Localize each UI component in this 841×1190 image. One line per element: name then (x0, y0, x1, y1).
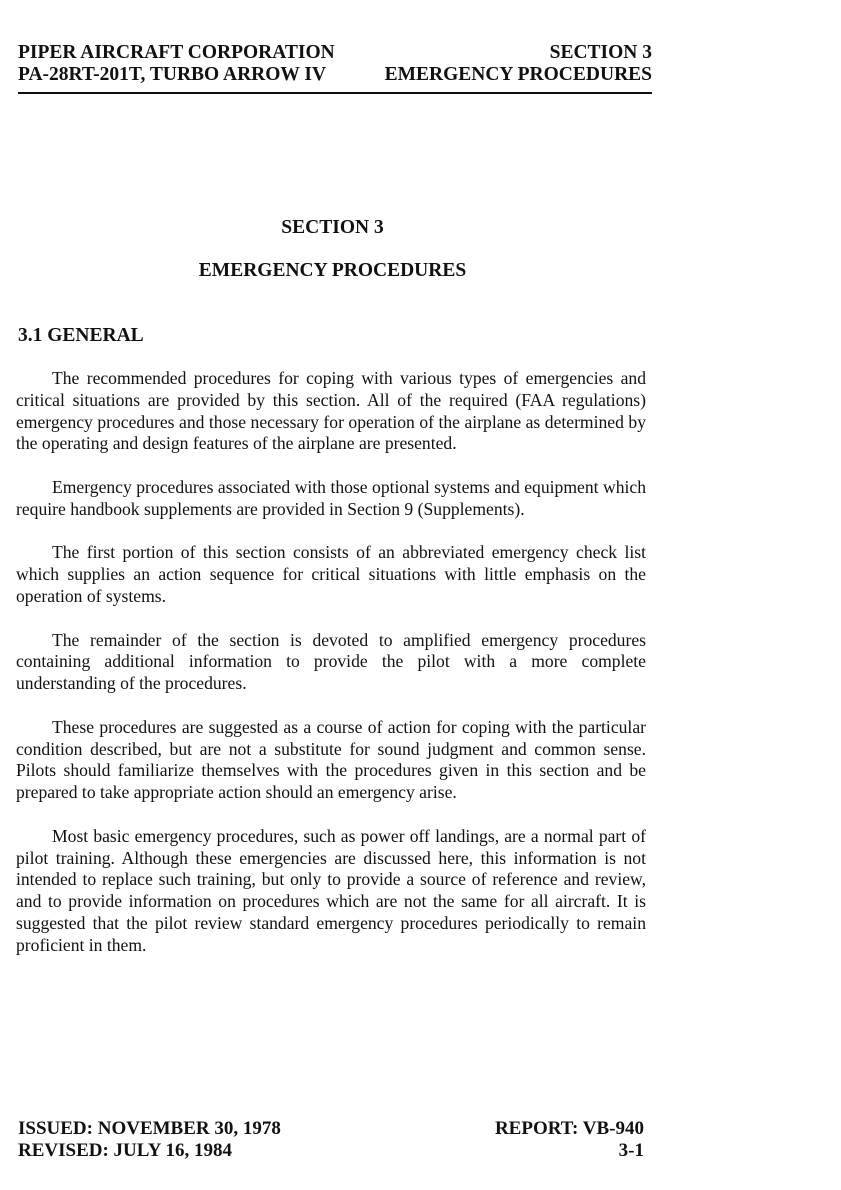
paragraph: These procedures are suggested as a course of action for coping with the particular condition described, but are not a substitute for sound judgment and common sense. Pilots should familiarize themselves with the procedures given in this section and be prepared to take appropriate action should an emergency arise. (16, 716, 646, 803)
footer-row-1 (18, 1118, 644, 1140)
page-footer (18, 1118, 644, 1162)
body-text (16, 368, 646, 978)
header-row-2 (18, 64, 652, 86)
report-number: REPORT: VB-940 (494, 1118, 644, 1139)
aircraft-model: PA-28RT-201T, TURBO ARROW IV (18, 64, 327, 85)
company-name: PIPER AIRCRAFT CORPORATION (18, 42, 335, 63)
revised-date: REVISED: JULY 16, 1984 (18, 1140, 232, 1161)
header-section-number: SECTION 3 (549, 42, 652, 63)
section-name-title: EMERGENCY PROCEDURES (198, 260, 467, 281)
header-divider (18, 92, 652, 94)
issued-date: ISSUED: NOVEMBER 30, 1978 (18, 1118, 281, 1139)
header-row-1 (18, 42, 652, 64)
paragraph: The recommended procedures for coping with various types of emergencies and critical situations are provided by this section. All of the required (FAA regulations) emergency procedures and those necessary for operation of the airplane as determined by the operating and design features of the airplane are presented. (16, 368, 646, 454)
paragraph: The first portion of this section consists of an abbreviated emergency check list which supplies an action sequence for critical situations with little emphasis on the operation of systems. (16, 542, 646, 606)
paragraph: The remainder of the section is devoted to amplified emergency procedures containing additional information to provide the pilot with a more complete understanding of the procedures. (16, 629, 646, 694)
page-number: 3-1 (618, 1140, 644, 1161)
paragraph: Most basic emergency procedures, such as power off landings, are a normal part of pilot training. Although these emergencies are discussed here, this information is not intended to replace such training, but only to provide a source of reference and review, and to provide information on procedures which are not the same for all aircraft. It is suggested that the pilot review standard emergency procedures periodically to remain proficient in them. (16, 825, 646, 955)
section-number-title: SECTION 3 (281, 217, 384, 238)
paragraph: Emergency procedures associated with those optional systems and equipment which require handbook supplements are provided in Section 9 (Supplements). (16, 476, 646, 519)
footer-row-2 (18, 1140, 644, 1162)
subsection-heading: 3.1 GENERAL (18, 325, 144, 346)
page-header (18, 42, 652, 86)
header-section-name: EMERGENCY PROCEDURES (384, 64, 652, 85)
